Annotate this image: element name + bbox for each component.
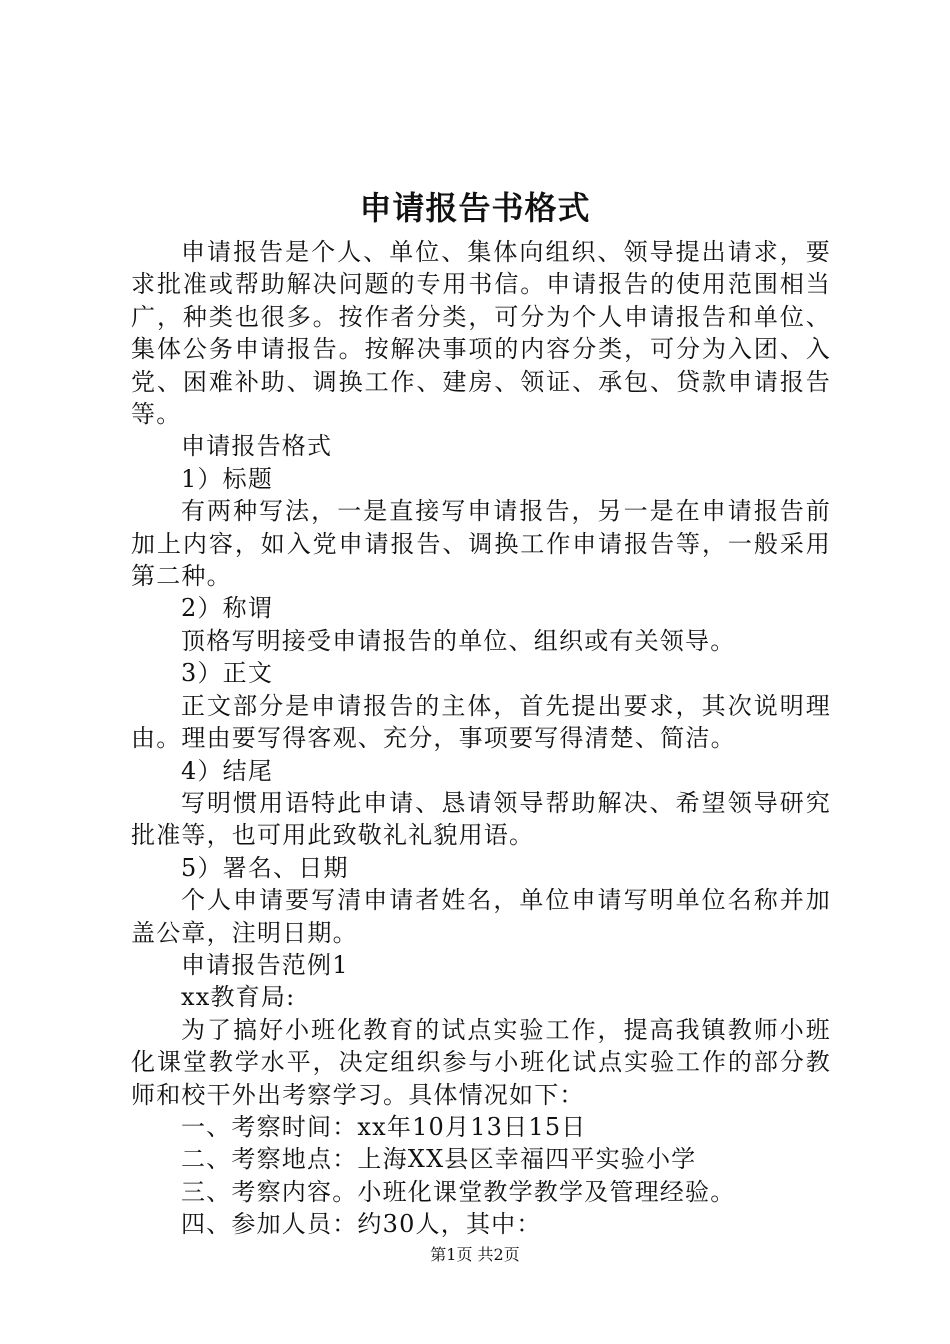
paragraph: 为了搞好小班化教育的试点实验工作，提高我镇教师小班化课堂教学水平，决定组织参与小班化试点实验工作的部分教师和校干外出考察学习。具体情况如下： <box>131 1015 831 1109</box>
section-heading: 1）标题 <box>181 464 274 493</box>
paragraph: 申请报告是个人、单位、集体向组织、领导提出请求，要求批准或帮助解决问题的专用书信。申请报告的使用范围相当广，种类也很多。按作者分类，可分为个人申请报告和单位、集体公务申请报告。按解决事项的内容分类，可分为入团、入党、困难补助、调换工作、建房、领证、承包、贷款申请报告等。 <box>131 238 831 429</box>
section-heading: 3）正文 <box>181 659 274 688</box>
section-heading: 5）署名、日期 <box>181 853 349 882</box>
list-item: 四、参加人员：约30人，其中： <box>181 1210 542 1239</box>
page-footer: 第1页 共2页 <box>430 1245 520 1264</box>
section-heading: 申请报告格式 <box>181 432 333 461</box>
section-heading: 申请报告范例1 <box>181 950 349 979</box>
document-title: 申请报告书格式 <box>359 189 591 227</box>
letter-salutation: xx教育局: <box>181 983 296 1012</box>
document-body <box>131 236 831 1241</box>
paragraph: 个人申请要写清申请者姓名，单位申请写明单位名称并加盖公章，注明日期。 <box>131 886 831 947</box>
paragraph: 有两种写法，一是直接写申请报告，另一是在申请报告前加上内容，如入党申请报告、调换工作申请报告等，一般采用第二种。 <box>131 497 831 591</box>
paragraph: 写明惯用语特此申请、恳请领导帮助解决、希望领导研究批准等，也可用此致敬礼礼貌用语。 <box>131 788 831 850</box>
list-item: 三、考察内容。小班化课堂教学教学及管理经验。 <box>181 1177 736 1206</box>
section-heading: 2）称谓 <box>181 594 274 623</box>
list-item: 一、考察时间：xx年10月13日15日 <box>181 1112 587 1141</box>
paragraph: 正文部分是申请报告的主体，首先提出要求，其次说明理由。理由要写得客观、充分，事项要写得清楚、简洁。 <box>131 691 831 753</box>
list-item: 二、考察地点：上海XX县区幸福四平实验小学 <box>181 1145 697 1174</box>
section-heading: 4）结尾 <box>181 756 274 785</box>
paragraph: 顶格写明接受申请报告的单位、组织或有关领导。 <box>181 626 736 655</box>
